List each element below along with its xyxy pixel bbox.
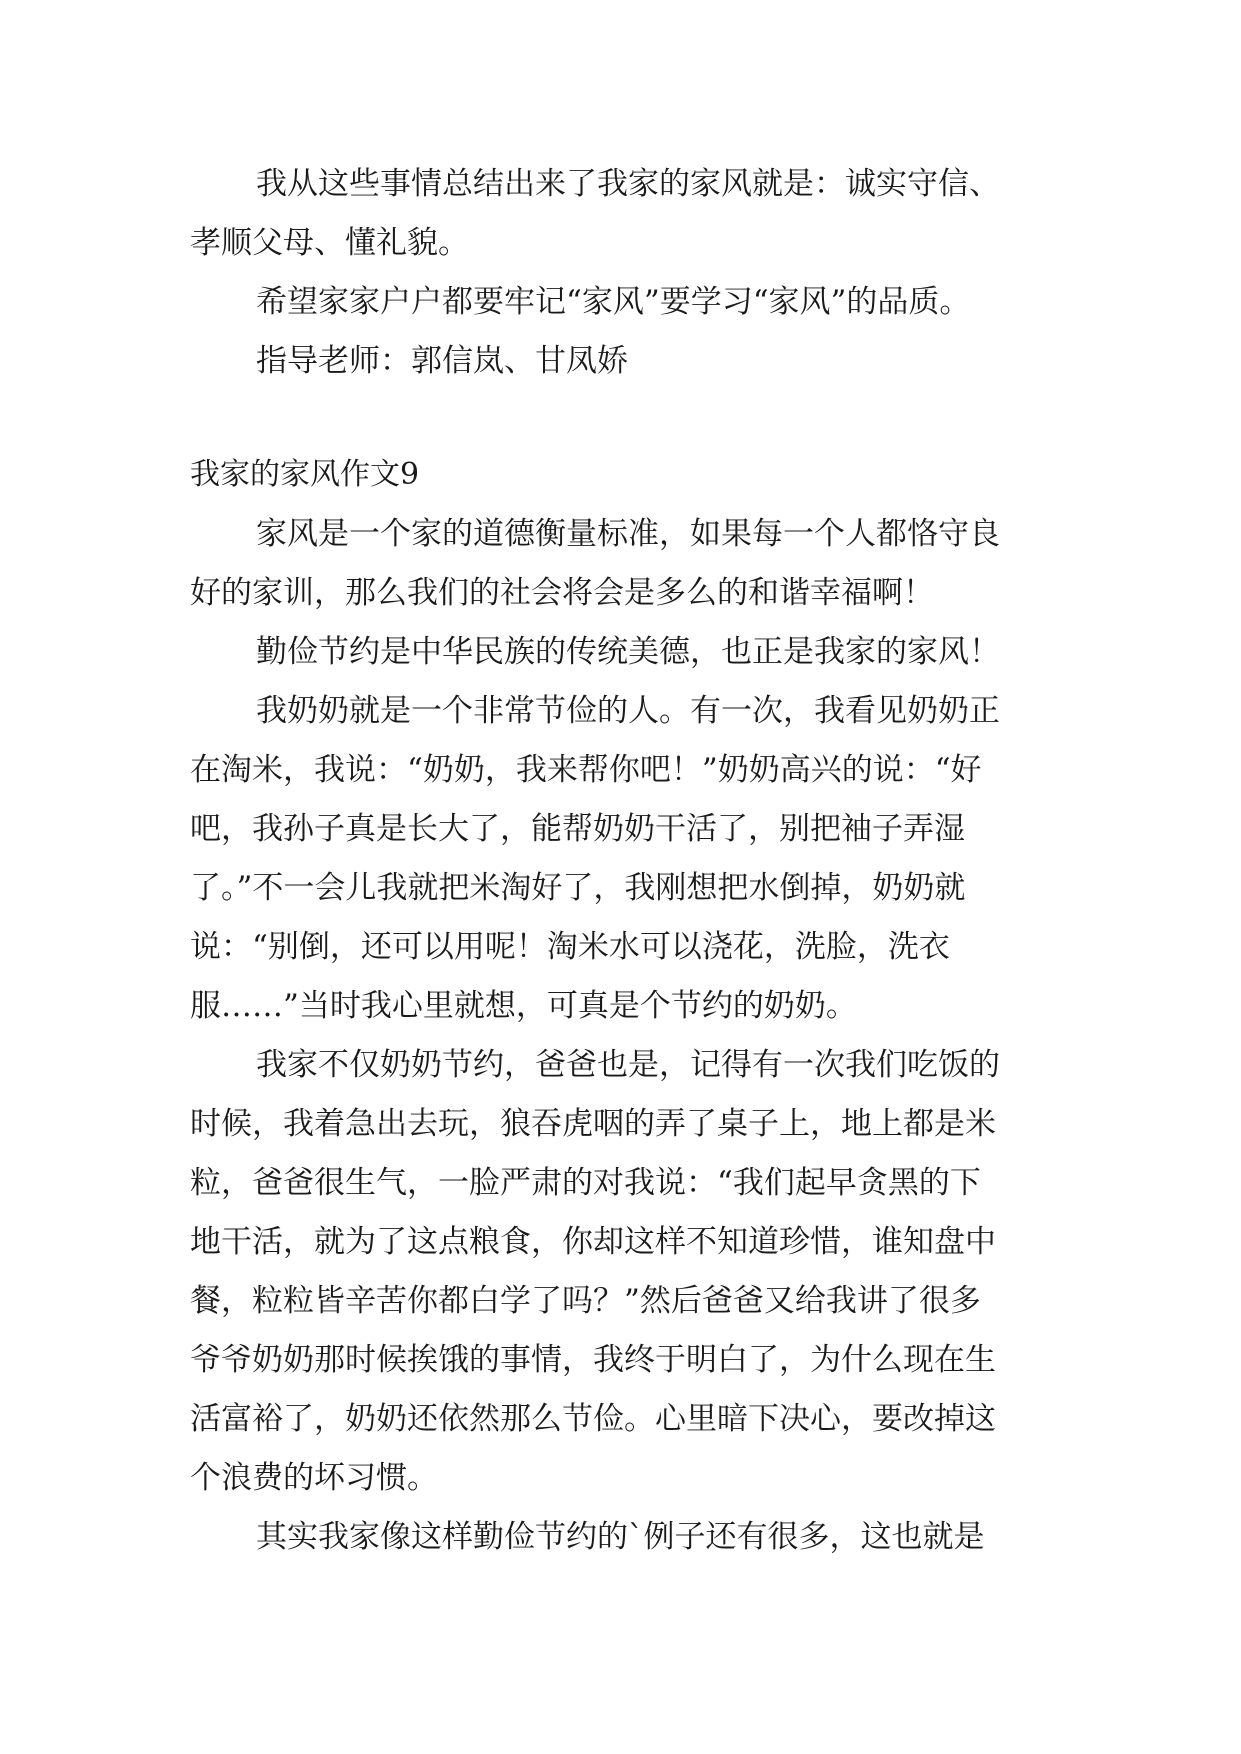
paragraph-line: 吧，我孙子真是长大了，能帮奶奶干活了，别把袖子弄湿 [190, 811, 965, 847]
section-heading: 我家的家风作文9 [190, 457, 420, 492]
paragraph-line: 活富裕了，奶奶还依然那么节俭。心里暗下决心，要改掉这 [190, 1401, 996, 1437]
paragraph-line: 我奶奶就是一个非常节俭的人。有一次，我看见奶奶正 [256, 693, 1000, 729]
paragraph-line: 其实我家像这样勤俭节约的`例子还有很多，这也就是 [256, 1519, 985, 1555]
paragraph-line: 在淘米，我说：“奶奶，我来帮你吧！”奶奶高兴的说：“好 [190, 752, 982, 788]
paragraph-line: 爷爷奶奶那时候挨饿的事情，我终于明白了，为什么现在生 [190, 1342, 996, 1378]
paragraph-line: 我家不仅奶奶节约，爸爸也是，记得有一次我们吃饭的 [256, 1047, 1000, 1083]
paragraph-line: 服……”当时我心里就想，可真是个节约的奶奶。 [190, 988, 857, 1024]
paragraph-line: 地干活，就为了这点粮食，你却这样不知道珍惜，谁知盘中 [190, 1224, 996, 1260]
paragraph-line: 希望家家户户都要牢记“家风”要学习“家风”的品质。 [256, 284, 971, 320]
paragraph-line: 我从这些事情总结出来了我家的家风就是：诚实守信、 [256, 166, 1000, 202]
paragraph-line: 餐，粒粒皆辛苦你都白学了吗？”然后爸爸又给我讲了很多 [190, 1283, 981, 1319]
paragraph-line: 了。”不一会儿我就把米淘好了，我刚想把水倒掉，奶奶就 [190, 870, 966, 906]
paragraph-line: 指导老师：郭信岚、甘凤娇 [256, 343, 628, 379]
paragraph-line: 粒，爸爸很生气，一脸严肃的对我说：“我们起早贪黑的下 [190, 1165, 981, 1201]
paragraph-line: 好的家训，那么我们的社会将会是多么的和谐幸福啊！ [190, 575, 934, 611]
paragraph-line: 个浪费的坏习惯。 [190, 1460, 438, 1496]
paragraph-line: 说：“别倒，还可以用呢！淘米水可以浇花，洗脸，洗衣 [190, 929, 950, 965]
paragraph-line: 勤俭节约是中华民族的传统美德，也正是我家的家风！ [256, 634, 1000, 670]
paragraph-line: 孝顺父母、懂礼貌。 [190, 225, 469, 261]
paragraph-line: 家风是一个家的道德衡量标准，如果每一个人都恪守良 [256, 516, 1000, 552]
paragraph-line: 时候，我着急出去玩，狼吞虎咽的弄了桌子上，地上都是米 [190, 1106, 996, 1142]
